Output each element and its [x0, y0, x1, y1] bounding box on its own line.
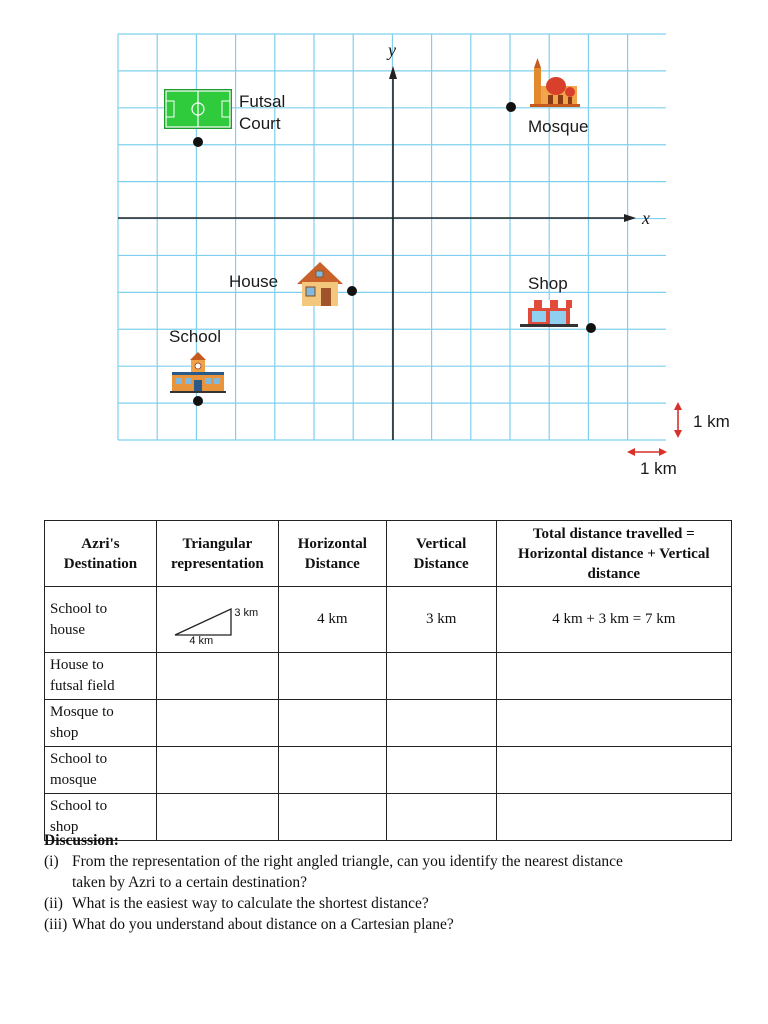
- question-3-number: (iii): [44, 916, 68, 933]
- question-1-text: From the representation of the right angled triangle, can you identify the nearest distance taken by Azri to a certain destination?: [72, 853, 623, 891]
- row-triangle-cell: [156, 587, 278, 653]
- distance-table: [44, 520, 732, 841]
- shop-icon: [520, 300, 578, 327]
- triangle-vertical-label: 3 km: [234, 606, 259, 619]
- x-axis-label: x: [642, 208, 650, 228]
- row-destination: Mosque to shop: [45, 700, 157, 747]
- row-destination: House to futsal field: [45, 653, 157, 700]
- row-destination: School to mosque: [45, 747, 157, 794]
- row-vertical: 3 km: [386, 587, 496, 653]
- header-destination: Azri's Destination: [45, 521, 157, 587]
- header-total: Total distance travelled = Horizontal distance + Vertical distance: [496, 521, 731, 587]
- header-triangular: Triangular representation: [156, 521, 278, 587]
- mosque-label: Mosque: [528, 117, 589, 136]
- triangle-horizontal-label: 4 km: [189, 634, 214, 647]
- cartesian-plane: [0, 0, 768, 500]
- question-2-number: (ii): [44, 895, 63, 912]
- school-icon: [170, 352, 226, 393]
- school-dot: [193, 396, 203, 406]
- school-label: School: [169, 327, 221, 346]
- row-destination: School to shop: [45, 794, 157, 841]
- row-total[interactable]: [496, 653, 731, 700]
- futsal-court-icon: [164, 89, 232, 129]
- shop-dot: [586, 323, 596, 333]
- y-axis-label: y: [388, 40, 396, 60]
- discussion-title: Discussion:: [44, 832, 119, 849]
- row-vertical[interactable]: [386, 653, 496, 700]
- table-row: [45, 700, 732, 747]
- row-total: 4 km + 3 km = 7 km: [496, 587, 731, 653]
- house-dot: [347, 286, 357, 296]
- futsal-label-line2: Court: [239, 114, 281, 133]
- question-3: [44, 914, 736, 935]
- header-vertical: Vertical Distance: [386, 521, 496, 587]
- house-label: House: [229, 272, 279, 291]
- table-row: [45, 587, 732, 653]
- row-triangle-cell[interactable]: [156, 653, 278, 700]
- discussion-section: [44, 830, 736, 935]
- question-2-text: What is the easiest way to calculate the shortest distance?: [72, 895, 429, 912]
- row-vertical[interactable]: [386, 700, 496, 747]
- y-axis-arrow: [389, 66, 397, 79]
- table-row: [45, 653, 732, 700]
- row-triangle-cell[interactable]: [156, 747, 278, 794]
- mosque-icon: [530, 58, 580, 107]
- shop-label: Shop: [528, 274, 568, 293]
- triangle-diagram: [167, 595, 267, 645]
- question-1-number: (i): [44, 853, 59, 870]
- row-total[interactable]: [496, 700, 731, 747]
- row-vertical[interactable]: [386, 747, 496, 794]
- table-header-row: [45, 521, 732, 587]
- futsal-dot: [193, 137, 203, 147]
- house-icon: [297, 262, 343, 306]
- x-axis-arrow: [624, 214, 636, 222]
- table-row: [45, 747, 732, 794]
- mosque-dot: [506, 102, 516, 112]
- row-horizontal: 4 km: [278, 587, 386, 653]
- row-total[interactable]: [496, 747, 731, 794]
- header-horizontal: Horizontal Distance: [278, 521, 386, 587]
- question-2: [44, 893, 736, 914]
- vertical-scale-label: 1 km: [693, 412, 730, 431]
- futsal-label-line1: Futsal: [239, 92, 286, 111]
- row-triangle-cell[interactable]: [156, 700, 278, 747]
- row-horizontal[interactable]: [278, 700, 386, 747]
- question-3-text: What do you understand about distance on a Cartesian plane?: [72, 916, 454, 933]
- row-horizontal[interactable]: [278, 653, 386, 700]
- row-destination: School to house: [45, 587, 157, 653]
- vertical-scale-arrow: [674, 402, 682, 438]
- horizontal-scale-arrow: [627, 448, 667, 456]
- horizontal-scale-label: 1 km: [640, 459, 677, 478]
- question-1: [44, 851, 736, 893]
- row-horizontal[interactable]: [278, 747, 386, 794]
